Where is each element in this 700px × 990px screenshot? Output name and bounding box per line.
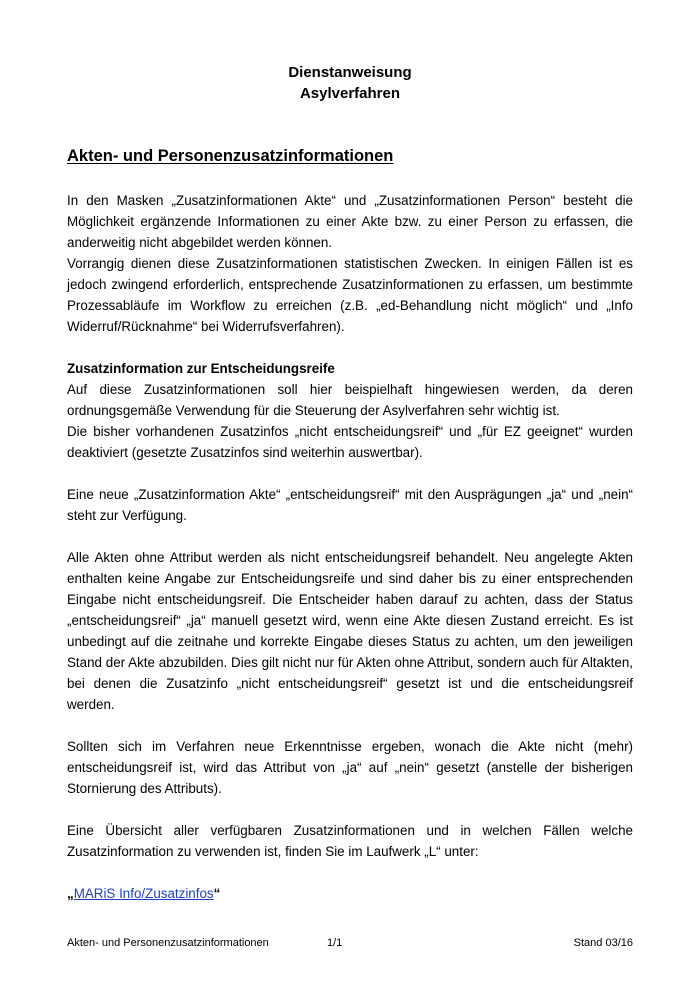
link-line <box>67 883 633 904</box>
link-open-quote: „ <box>67 886 74 901</box>
footer-page-number: 1/1 <box>327 937 343 949</box>
paragraph-rules: Alle Akten ohne Attribut werden als nicht entscheidungsreif behandelt. Neu angelegte Akten enthalten keine Angabe zur Entscheidungsreife und sind daher bis zu einer entsprechenden Eingabe nicht entscheidungsreif. Die Entscheider haben darauf zu achten, dass der Status „entscheidungsreif“ „ja“ manuell gesetzt wird, wenn eine Akte diesen Zustand erreicht. Es ist unbedingt auf die zeitnahe und korrekte Eingabe dieses Status zu achten, um den jeweiligen Stand der Akte abzubilden. Dies gilt nicht nur für Akten ohne Attribut, sondern auch für Altakten, bei denen die Zusatzinfo „nicht entscheidungsreif“ gesetzt ist und die entscheidungsreif werden. <box>67 550 633 712</box>
paragraph-purpose: Vorrangig dienen diese Zusatzinformationen statistischen Zwecken. In einigen Fällen ist es jedoch zwingend erforderlich, entsprechende Zusatzinformationen zu erfassen, um bestimmte Prozessabläufe im Workflow zu erreichen (z.B. „ed-Behandlung nicht möglich“ und „Info Widerruf/Rücknahme“ bei Widerrufsverfahren). <box>67 256 633 334</box>
footer-title: Akten- und Personenzusatzinformationen <box>67 937 269 949</box>
title-line-1: Dienstanweisung <box>288 64 412 81</box>
paragraph-new-info: Eine neue „Zusatzinformation Akte“ „entscheidungsreif“ mit den Ausprägungen „ja“ und „nein“ steht zur Verfügung. <box>67 487 633 523</box>
paragraph-new-findings: Sollten sich im Verfahren neue Erkenntnisse ergeben, wonach die Akte nicht (mehr) entscheidungsreif ist, wird das Attribut von „ja“ auf „nein“ gesetzt (anstelle der bisherigen Stornierung des Attributs). <box>67 739 633 796</box>
title-line-2: Asylverfahren <box>299 85 401 102</box>
document-body <box>67 190 633 904</box>
footer-date: Stand 03/16 <box>573 937 633 949</box>
paragraph-intro: In den Masken „Zusatzinformationen Akte“ und „Zusatzinformationen Person“ besteht die Möglichkeit ergänzende Informationen zu einer Akte bzw. zu einer Person zu erfassen, die anderweitig nicht abgebildet werden können. <box>67 193 633 250</box>
paragraph-deactivated: Die bisher vorhandenen Zusatzinfos „nicht entscheidungsreif“ und „für EZ geeignet“ wurden deaktiviert (gesetzte Zusatzinfos sind weiterhin auswertbar). <box>67 424 633 460</box>
zusatzinfos-link[interactable]: MARiS Info/Zusatzinfos <box>73 886 214 901</box>
document-title <box>0 62 700 104</box>
subheading: Zusatzinformation zur Entscheidungsreife <box>67 361 335 376</box>
section-heading: Akten- und Personenzusatzinformationen <box>67 147 394 165</box>
paragraph-overview: Eine Übersicht aller verfügbaren Zusatzinformationen und in welchen Fällen welche Zusatzinformation zu verwenden ist, finden Sie im Laufwerk „L“ unter: <box>67 823 633 859</box>
paragraph-importance: Auf diese Zusatzinformationen soll hier beispielhaft hingewiesen werden, da deren ordnungsgemäße Verwendung für die Steuerung der Asylverfahren sehr wichtig ist. <box>67 382 633 418</box>
link-close-quote: “ <box>213 886 221 901</box>
